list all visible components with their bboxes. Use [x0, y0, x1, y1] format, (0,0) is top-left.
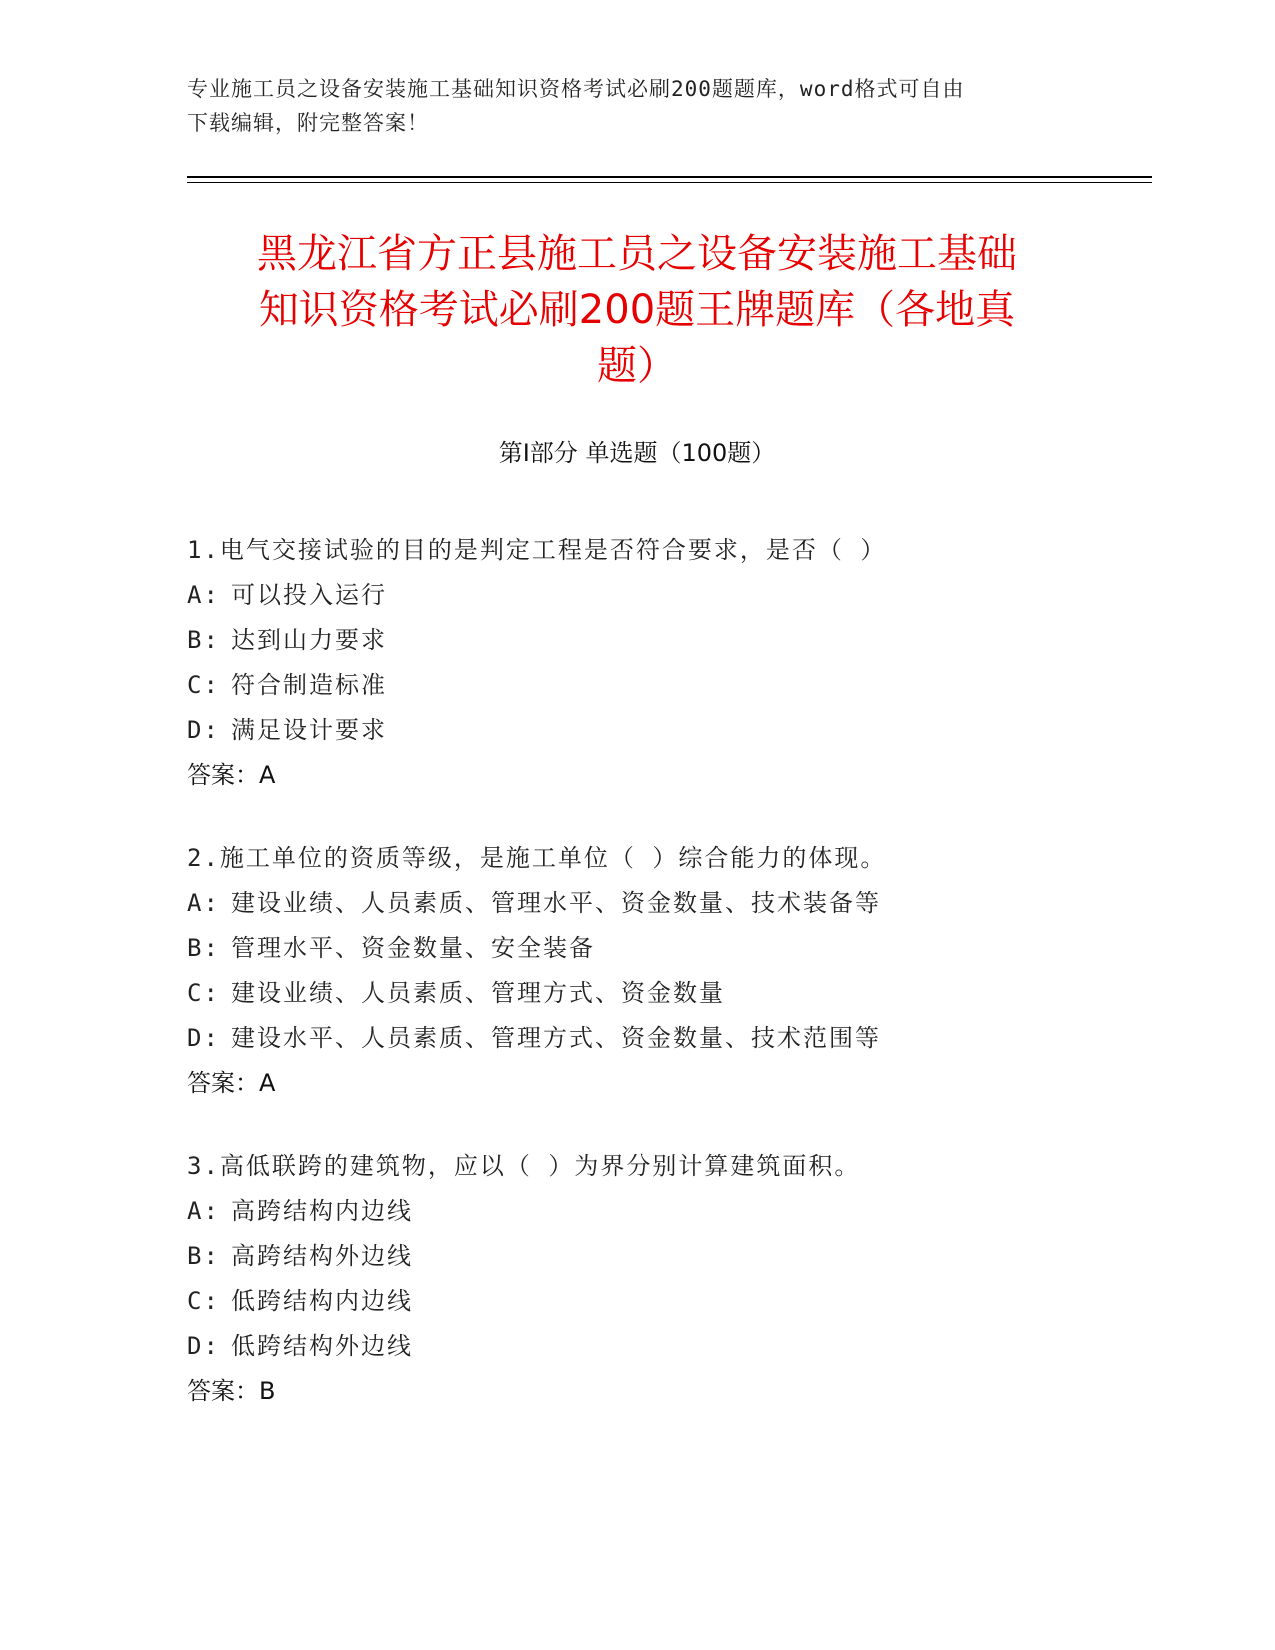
option-text: 符合制造标准: [231, 671, 387, 699]
option-letter: B:: [187, 934, 220, 962]
question-item: [187, 1144, 1087, 1414]
option-b: [187, 926, 1087, 971]
title-line-1: 黑龙江省方正县施工员之设备安装施工基础: [257, 231, 1017, 277]
option-letter: A:: [187, 1197, 220, 1225]
option-letter: C:: [187, 979, 220, 1007]
title-line-3: 题）: [597, 343, 677, 389]
section-heading: 第Ⅰ部分 单选题（100题）: [498, 439, 776, 467]
option-letter: A:: [187, 889, 220, 917]
document-title: [187, 226, 1087, 394]
option-c: [187, 971, 1087, 1016]
option-text: 建设业绩、人员素质、管理水平、资金数量、技术装备等: [231, 889, 881, 917]
question-list: [187, 528, 1087, 1452]
question-stem: 3.高低联跨的建筑物，应以（ ）为界分别计算建筑面积。: [187, 1152, 861, 1180]
option-letter: B:: [187, 626, 220, 654]
option-letter: D:: [187, 1332, 220, 1360]
option-d: [187, 1016, 1087, 1061]
option-d: [187, 1324, 1087, 1369]
option-letter: B:: [187, 1242, 220, 1270]
question-stem: 2.施工单位的资质等级，是施工单位（ ）综合能力的体现。: [187, 844, 887, 872]
option-a: [187, 1189, 1087, 1234]
header-note: [187, 72, 1087, 140]
option-b: [187, 618, 1087, 663]
header-divider-thick: [187, 176, 1152, 178]
option-letter: C:: [187, 671, 220, 699]
header-note-line-2: 下载编辑，附完整答案！: [187, 111, 429, 135]
option-text: 建设水平、人员素质、管理方式、资金数量、技术范围等: [231, 1024, 881, 1052]
option-b: [187, 1234, 1087, 1279]
option-text: 低跨结构内边线: [231, 1287, 413, 1315]
option-text: 可以投入运行: [231, 581, 387, 609]
answer-label: 答案：A: [187, 761, 276, 789]
option-letter: D:: [187, 716, 220, 744]
option-text: 满足设计要求: [231, 716, 387, 744]
title-line-2: 知识资格考试必刷200题王牌题库（各地真: [258, 287, 1016, 333]
option-letter: C:: [187, 1287, 220, 1315]
question-stem: 1.电气交接试验的目的是判定工程是否符合要求，是否（ ）: [187, 536, 887, 564]
option-text: 高跨结构内边线: [231, 1197, 413, 1225]
option-text: 建设业绩、人员素质、管理方式、资金数量: [231, 979, 725, 1007]
answer-label: 答案：B: [187, 1377, 276, 1405]
question-item: [187, 528, 1087, 798]
header-note-line-1: 专业施工员之设备安装施工基础知识资格考试必刷200题题库，word格式可自由: [187, 77, 965, 101]
answer-label: 答案：A: [187, 1069, 276, 1097]
option-letter: D:: [187, 1024, 220, 1052]
option-c: [187, 1279, 1087, 1324]
option-text: 高跨结构外边线: [231, 1242, 413, 1270]
option-d: [187, 708, 1087, 753]
option-letter: A:: [187, 581, 220, 609]
header-divider-thin: [187, 182, 1152, 183]
option-text: 达到山力要求: [231, 626, 387, 654]
option-a: [187, 573, 1087, 618]
option-c: [187, 663, 1087, 708]
option-text: 管理水平、资金数量、安全装备: [231, 934, 595, 962]
option-a: [187, 881, 1087, 926]
question-item: [187, 836, 1087, 1106]
option-text: 低跨结构外边线: [231, 1332, 413, 1360]
